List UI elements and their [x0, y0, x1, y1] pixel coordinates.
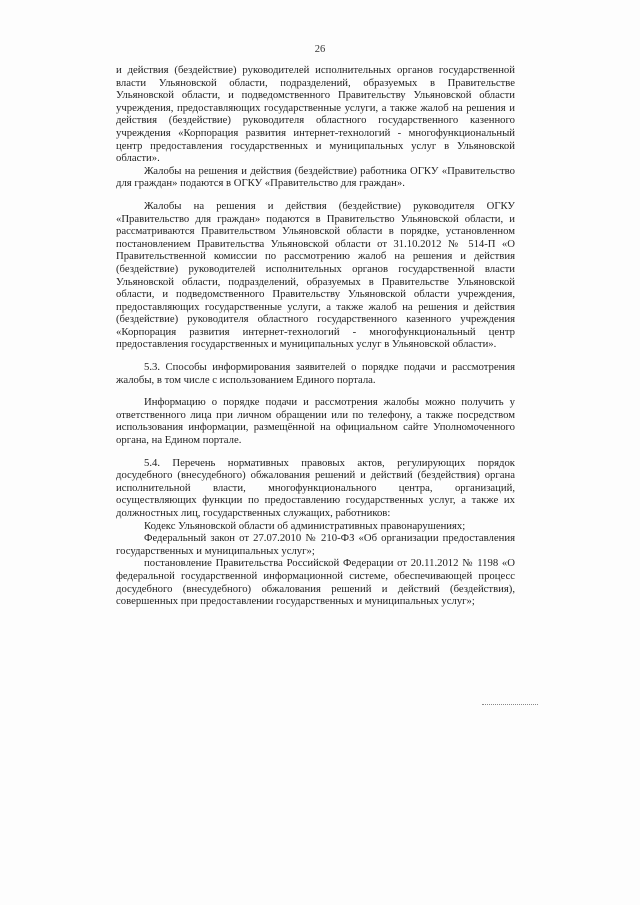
- paragraph-complaints-worker: Жалобы на решения и действия (бездействие) работника ОГКУ «Правительство для граждан» подаются в ОГКУ «Правительство для граждан».: [116, 164, 515, 190]
- page-number: 26: [314, 44, 326, 55]
- list-item-government-decree: постановление Правительства Российской Федерации от 20.11.2012 № 1198 «О федеральной государственной информационной системе, обеспечивающей процесс досудебного (внесудебного) обжалования решений и действий (бездействия), совершенных при предоставлении государственных и муниципальных услуг»;: [116, 557, 515, 608]
- paragraph-information: Информацию о порядке подачи и рассмотрения жалобы можно получить у ответственного лица при личном обращении или по телефону, а также посредством использования информации, размещённой на официальном сайте Уполномоченного органа, на Едином портале.: [116, 396, 515, 447]
- document-body: [116, 64, 515, 608]
- section-heading-5-4: 5.4. Перечень нормативных правовых актов, регулирующих порядок досудебного (внесудебного) обжалования решений и действий (бездействия) органа исполнительной власти, многофункционального центра, организаций, осуществляющих функции по предоставлению государственных услуг, а также их должностных лиц, государственных служащих, работников:: [116, 456, 515, 519]
- footer-dotted-line: [482, 704, 538, 705]
- list-item-code: Кодекс Ульяновской области об административных правонарушениях;: [144, 519, 466, 532]
- paragraph-complaints-head: Жалобы на решения и действия (бездействие) руководителя ОГКУ «Правительство для граждан» подаются в Правительство Ульяновской области, и рассматриваются Правительством Ульяновской области в порядке, установленном постановлением Правительства Ульяновской области от 31.10.2012 № 514-П «О Правительственной комиссии по рассмотрению жалоб на решения и действия (бездействие) руководителей исполнительных органов государственной власти Ульяновской области, подразделений, образуемых в Правительстве Ульяновской области, и подведомственного Правительству Ульяновской области учреждения, предоставляющих государственные услуги, а также жалоб на решения и действия (бездействие) руководителя областного государственного казенного учреждения «Корпорация развития интернет-технологий - многофункциональный центр предоставления государственных и муниципальных услуг в Ульяновской области».: [116, 199, 515, 351]
- list-item-federal-law: Федеральный закон от 27.07.2010 № 210-ФЗ «Об организации предоставления государственных и муниципальных услуг»;: [116, 532, 515, 557]
- paragraph-continuation: и действия (бездействие) руководителей исполнительных органов государственной власти Ульяновской области, подразделений, образуемых в Правительстве Ульяновской области, и подведомственного Правительству Ульяновской области учреждения, предоставляющих государственные услуги, а также жалоб на решения и действия (бездействие) руководителя областного государственного казенного учреждения «Корпорация развития интернет-технологий - многофункциональный центр предоставления государственных и муниципальных услуг в Ульяновской области».: [116, 64, 515, 165]
- section-heading-5-3: 5.3. Способы информирования заявителей о порядке подачи и рассмотрения жалобы, в том числе с использованием Единого портала.: [116, 361, 515, 386]
